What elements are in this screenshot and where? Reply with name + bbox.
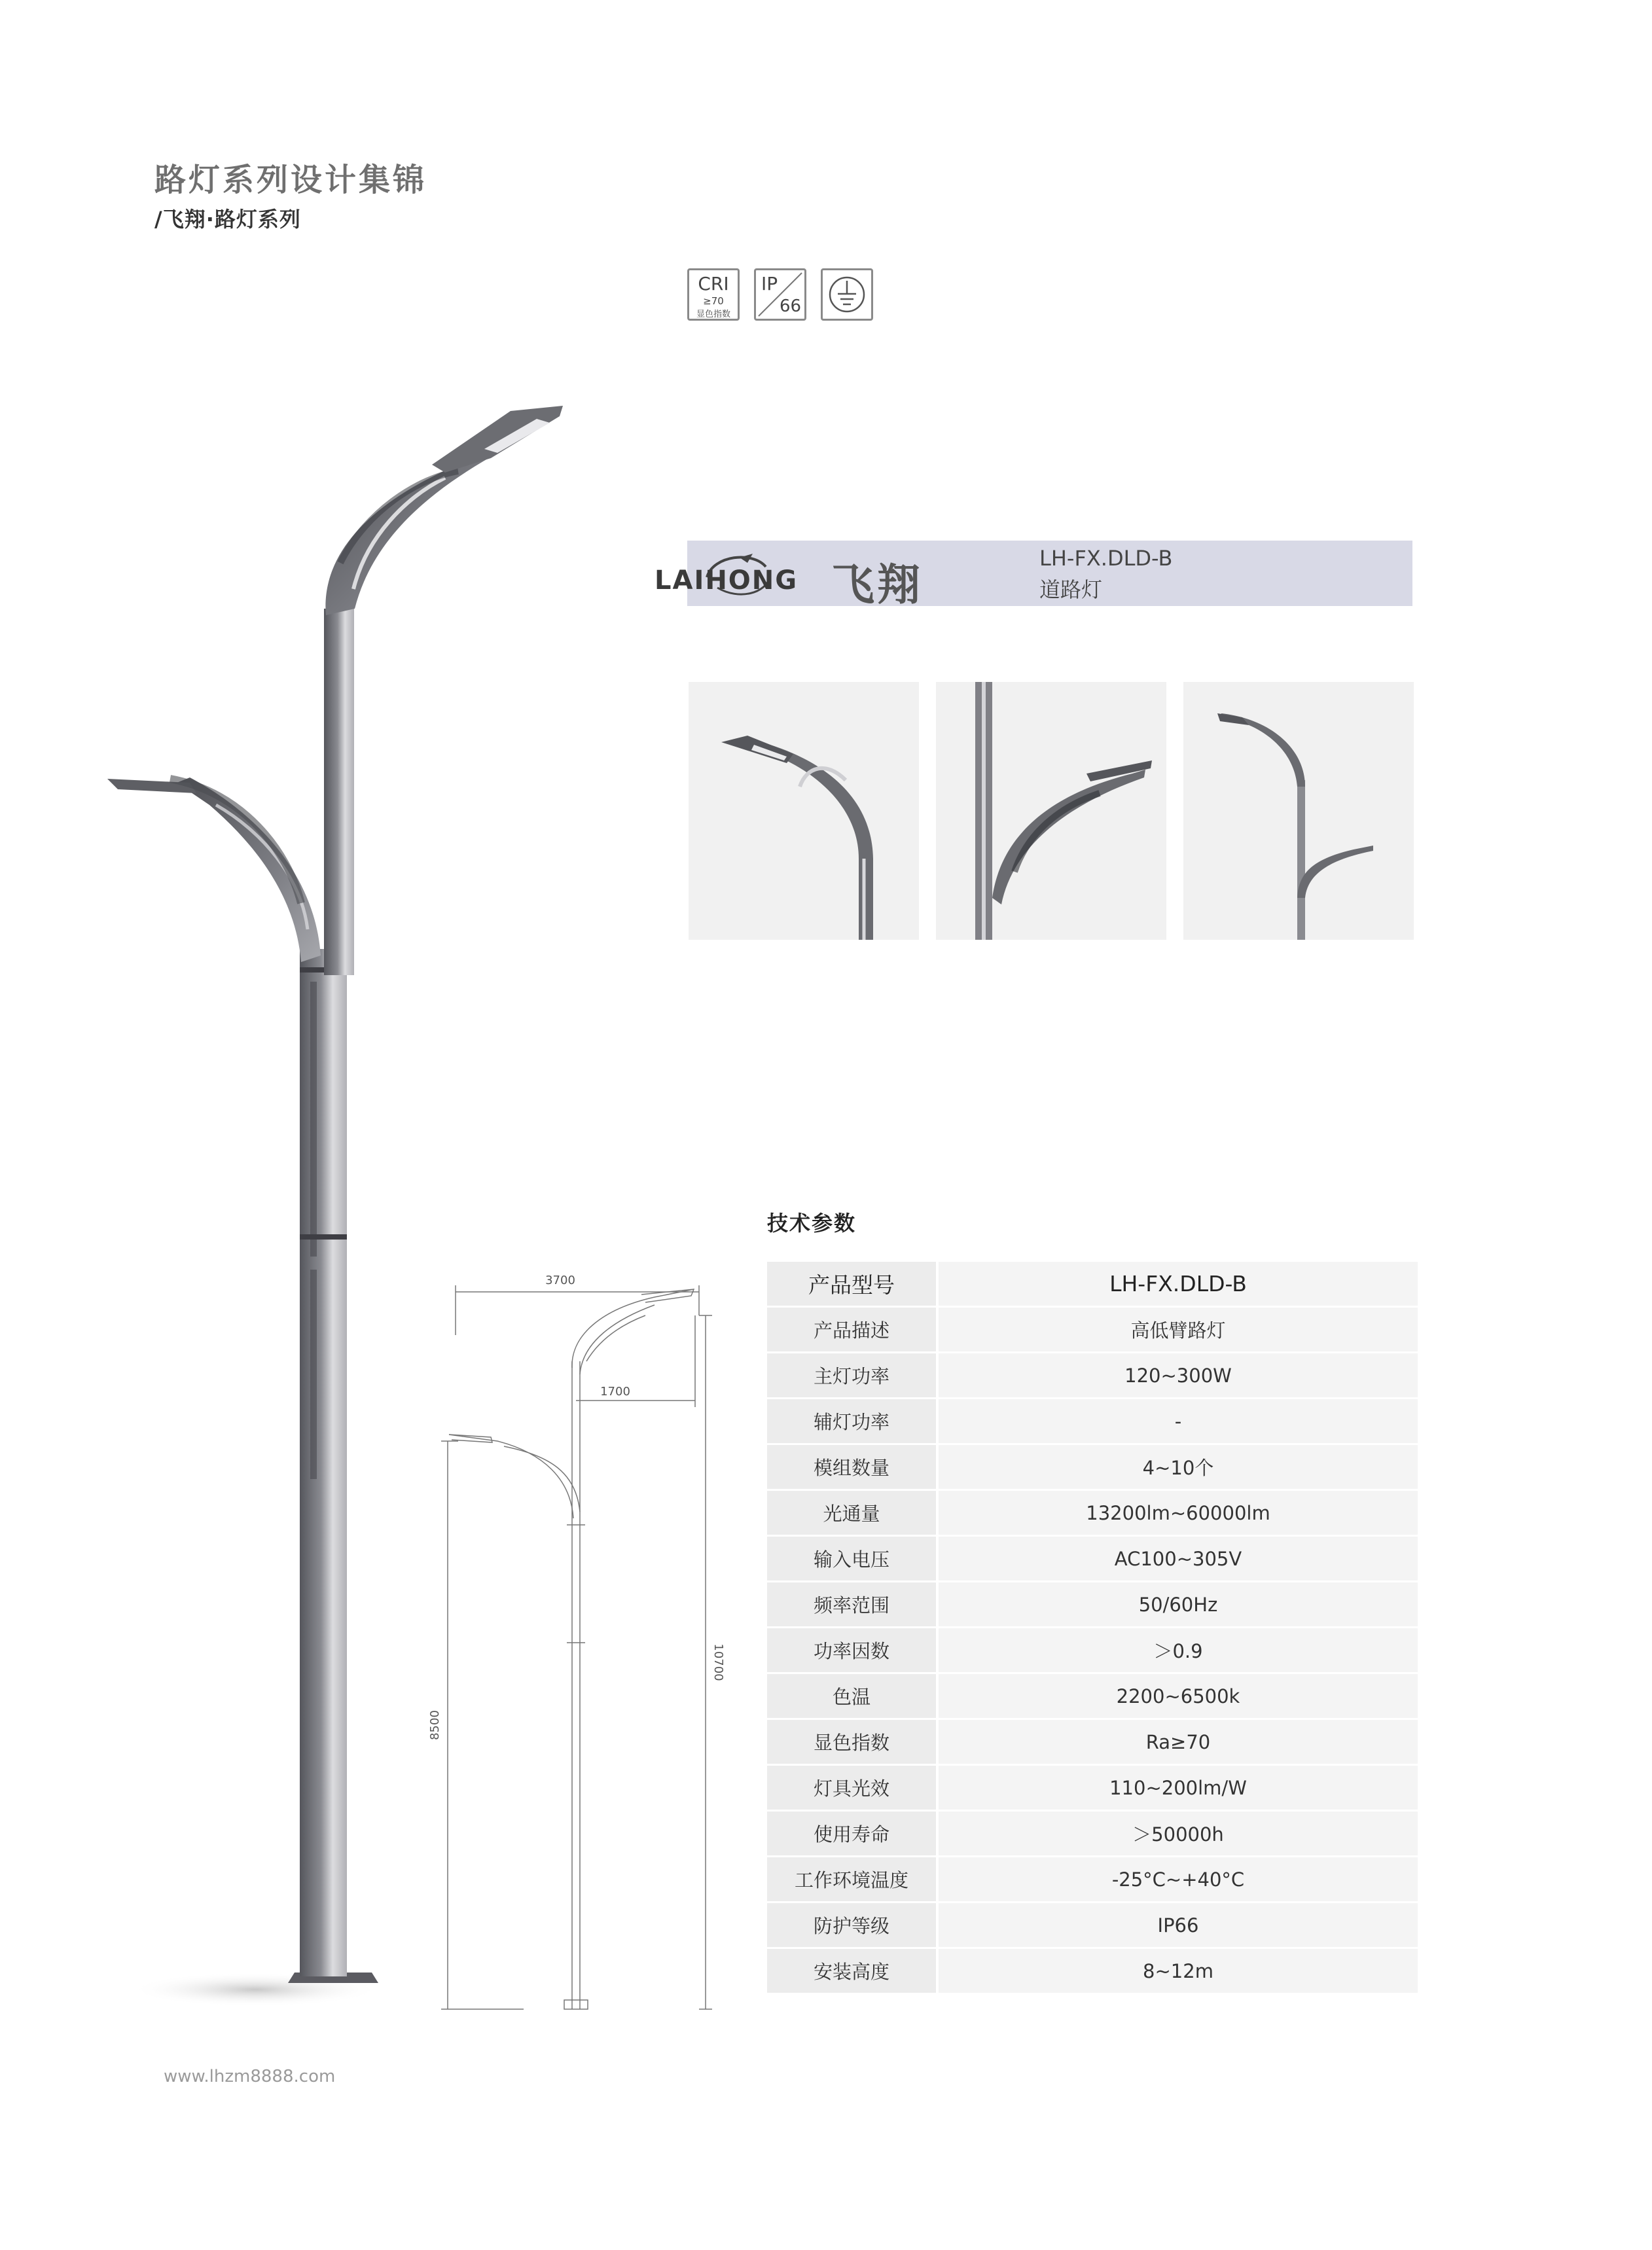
spec-label: 防护等级 bbox=[767, 1903, 936, 1947]
dimension-drawing bbox=[419, 1263, 725, 2029]
spec-row bbox=[767, 1628, 1418, 1672]
dim-height-secondary: 8500 bbox=[428, 1710, 442, 1740]
ground-symbol-icon bbox=[825, 273, 869, 316]
page-subtitle: /飞翔·路灯系列 bbox=[154, 207, 301, 232]
spec-label: 工作环境温度 bbox=[767, 1857, 936, 1901]
spec-row bbox=[767, 1445, 1418, 1489]
dim-height-main: 10700 bbox=[711, 1643, 725, 1681]
spec-value: 4~10个 bbox=[939, 1445, 1418, 1489]
spec-label: 使用寿命 bbox=[767, 1812, 936, 1855]
spec-value: 110~200lm/W bbox=[939, 1766, 1418, 1810]
spec-label: 辅灯功率 bbox=[767, 1399, 936, 1443]
spec-row bbox=[767, 1720, 1418, 1764]
spec-label: 灯具光效 bbox=[767, 1766, 936, 1810]
product-model: LH-FX.DLD-B bbox=[1039, 546, 1173, 571]
pole-upper bbox=[324, 609, 354, 975]
dim-arm-length: 1700 bbox=[600, 1385, 630, 1399]
spec-value: 120~300W bbox=[939, 1353, 1418, 1397]
spec-value: AC100~305V bbox=[939, 1537, 1418, 1580]
spec-value: 50/60Hz bbox=[939, 1582, 1418, 1626]
spec-row bbox=[767, 1308, 1418, 1351]
spec-label: 模组数量 bbox=[767, 1445, 936, 1489]
laihong-logo bbox=[655, 551, 805, 601]
spec-value: 2200~6500k bbox=[939, 1674, 1418, 1718]
spec-row bbox=[767, 1903, 1418, 1947]
spec-value: - bbox=[939, 1399, 1418, 1443]
spec-value: ＞50000h bbox=[939, 1812, 1418, 1855]
spec-value: -25°C~+40°C bbox=[939, 1857, 1418, 1901]
cri-badge-caption: 显色指数 bbox=[696, 310, 730, 319]
ip-badge-value: 66 bbox=[780, 296, 802, 316]
spec-table bbox=[767, 1262, 1418, 1995]
ground-badge bbox=[821, 268, 873, 321]
spec-row bbox=[767, 1949, 1418, 1993]
spec-label: 功率因数 bbox=[767, 1628, 936, 1672]
pole-lower bbox=[300, 949, 347, 1976]
spec-value: IP66 bbox=[939, 1903, 1418, 1947]
spec-label: 色温 bbox=[767, 1674, 936, 1718]
spec-row bbox=[767, 1812, 1418, 1855]
spec-label: 主灯功率 bbox=[767, 1353, 936, 1397]
spec-label: 显色指数 bbox=[767, 1720, 936, 1764]
cri-badge-label: CRI bbox=[698, 273, 729, 295]
spec-value: LH-FX.DLD-B bbox=[939, 1262, 1418, 1306]
spec-label: 产品描述 bbox=[767, 1308, 936, 1351]
spec-heading: 技术参数 bbox=[767, 1211, 857, 1236]
spec-row bbox=[767, 1491, 1418, 1535]
spec-row-model bbox=[767, 1262, 1418, 1306]
main-arm bbox=[325, 452, 491, 615]
spec-value: 8~12m bbox=[939, 1949, 1418, 1993]
cri-badge bbox=[687, 268, 740, 321]
spec-row bbox=[767, 1766, 1418, 1810]
thumbnail-full-pole bbox=[1183, 682, 1414, 940]
spec-label: 安装高度 bbox=[767, 1949, 936, 1993]
main-lamp-head bbox=[432, 406, 563, 473]
thumbnail-main-lamp bbox=[689, 682, 919, 940]
spec-row bbox=[767, 1674, 1418, 1718]
spec-value: 高低臂路灯 bbox=[939, 1308, 1418, 1351]
thumbnail-secondary-lamp bbox=[936, 682, 1166, 940]
spec-value: ＞0.9 bbox=[939, 1628, 1418, 1672]
spec-row bbox=[767, 1353, 1418, 1397]
spec-label: 光通量 bbox=[767, 1491, 936, 1535]
logo-text: LAIHONG bbox=[655, 565, 799, 596]
spec-row bbox=[767, 1857, 1418, 1901]
spec-row bbox=[767, 1537, 1418, 1580]
product-name: 飞翔 bbox=[831, 560, 923, 610]
spec-label: 产品型号 bbox=[767, 1262, 936, 1306]
spec-value: 13200lm~60000lm bbox=[939, 1491, 1418, 1535]
dim-width-total: 3700 bbox=[545, 1274, 575, 1287]
ip-badge-label: IP bbox=[761, 273, 778, 295]
product-category: 道路灯 bbox=[1039, 577, 1103, 602]
footer-website: www.lhzm8888.com bbox=[164, 2067, 336, 2086]
spec-value: Ra≥70 bbox=[939, 1720, 1418, 1764]
page-title: 路灯系列设计集锦 bbox=[154, 162, 427, 198]
cri-badge-value: ≥70 bbox=[703, 295, 724, 307]
spec-row bbox=[767, 1399, 1418, 1443]
spec-row bbox=[767, 1582, 1418, 1626]
ip-badge bbox=[754, 268, 806, 321]
spec-label: 频率范围 bbox=[767, 1582, 936, 1626]
spec-label: 输入电压 bbox=[767, 1537, 936, 1580]
secondary-arm bbox=[177, 777, 321, 962]
